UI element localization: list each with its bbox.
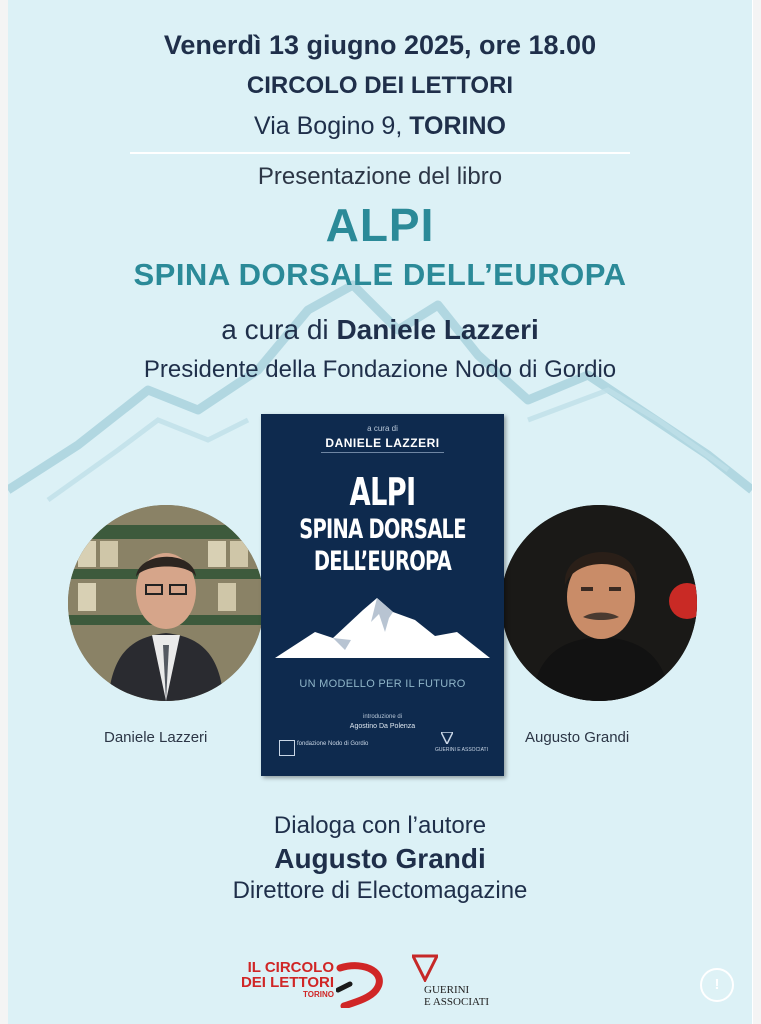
cover-foundation-name: fondazione Nodo di Gordio (297, 741, 369, 747)
event-date-time: Venerdì 13 giugno 2025, ore 18.00 (163, 30, 597, 60)
portrait-caption-left: Daniele Lazzeri (104, 729, 208, 746)
circolo-dei-lettori-logo (230, 960, 390, 1010)
cover-editor-name: DANIELE LAZZERI (325, 436, 440, 450)
book-title: ALPI (325, 199, 435, 251)
guerini-logo-line-2: E ASSOCIATI (424, 996, 490, 1008)
dialog-role: Direttore di Electomagazine (232, 877, 528, 904)
cover-rule (321, 452, 444, 453)
page-margin-right (753, 0, 761, 1024)
dialog-intro: Dialoga con l’autore (273, 812, 487, 839)
circolo-logo-text (230, 960, 334, 999)
editor-prefix: a cura di (221, 314, 329, 345)
cover-publisher-logo-icon (441, 732, 453, 744)
divider (130, 152, 630, 154)
portrait-photo-left (68, 505, 264, 701)
guerini-e-associati-logo (412, 954, 512, 1014)
cover-intro-name: Agostino Da Polenza (349, 723, 416, 730)
cover-publisher-name: GUERINI E ASSOCIATI (435, 747, 488, 753)
cover-subtitle-line-2: DELL’EUROPA (313, 546, 452, 577)
circolo-logo-mark (336, 960, 388, 1008)
cover-subtitle-line-1: SPINA DORSALE (299, 514, 466, 545)
book-subtitle: SPINA DORSALE DELL’EUROPA (133, 257, 627, 292)
venue-city: TORINO (409, 112, 506, 140)
circolo-logo-line-1: IL CIRCOLO (247, 959, 334, 976)
cover-mountain-illustration (275, 592, 490, 658)
cover-acura-label: a cura di (367, 424, 398, 433)
guerini-logo-mark (412, 954, 438, 982)
cover-tagline: UN MODELLO PER IL FUTURO (299, 678, 466, 690)
book-cover (261, 414, 504, 776)
page-margin-left (0, 0, 8, 1024)
guerini-logo-text (424, 984, 489, 1008)
editor-line (8, 314, 752, 346)
event-poster (8, 0, 752, 1024)
portrait-photo-right (501, 505, 697, 701)
editor-role: Presidente della Fondazione Nodo di Gordio (143, 356, 617, 383)
avatar-daniele-lazzeri (68, 505, 264, 701)
circolo-logo-line-2: DEI LETTORI (240, 974, 334, 991)
dialog-name: Augusto Grandi (274, 843, 486, 874)
venue-address (8, 112, 752, 141)
cover-foundation-logo-icon (279, 740, 295, 756)
portrait-caption-right: Augusto Grandi (525, 729, 630, 746)
editor-name: Daniele Lazzeri (336, 314, 539, 345)
avatar-augusto-grandi (501, 505, 697, 701)
cover-title: ALPI (349, 470, 416, 514)
circolo-logo-city: TORINO (303, 990, 334, 999)
guerini-logo-line-1: GUERINI (424, 984, 470, 996)
venue-street: Via Bogino 9, (254, 112, 403, 140)
venue-name: CIRCOLO DEI LETTORI (246, 72, 514, 99)
cover-intro-label: introduzione di (362, 714, 403, 720)
info-icon[interactable]: ! (700, 968, 734, 1002)
presentation-intro: Presentazione del libro (257, 163, 503, 190)
